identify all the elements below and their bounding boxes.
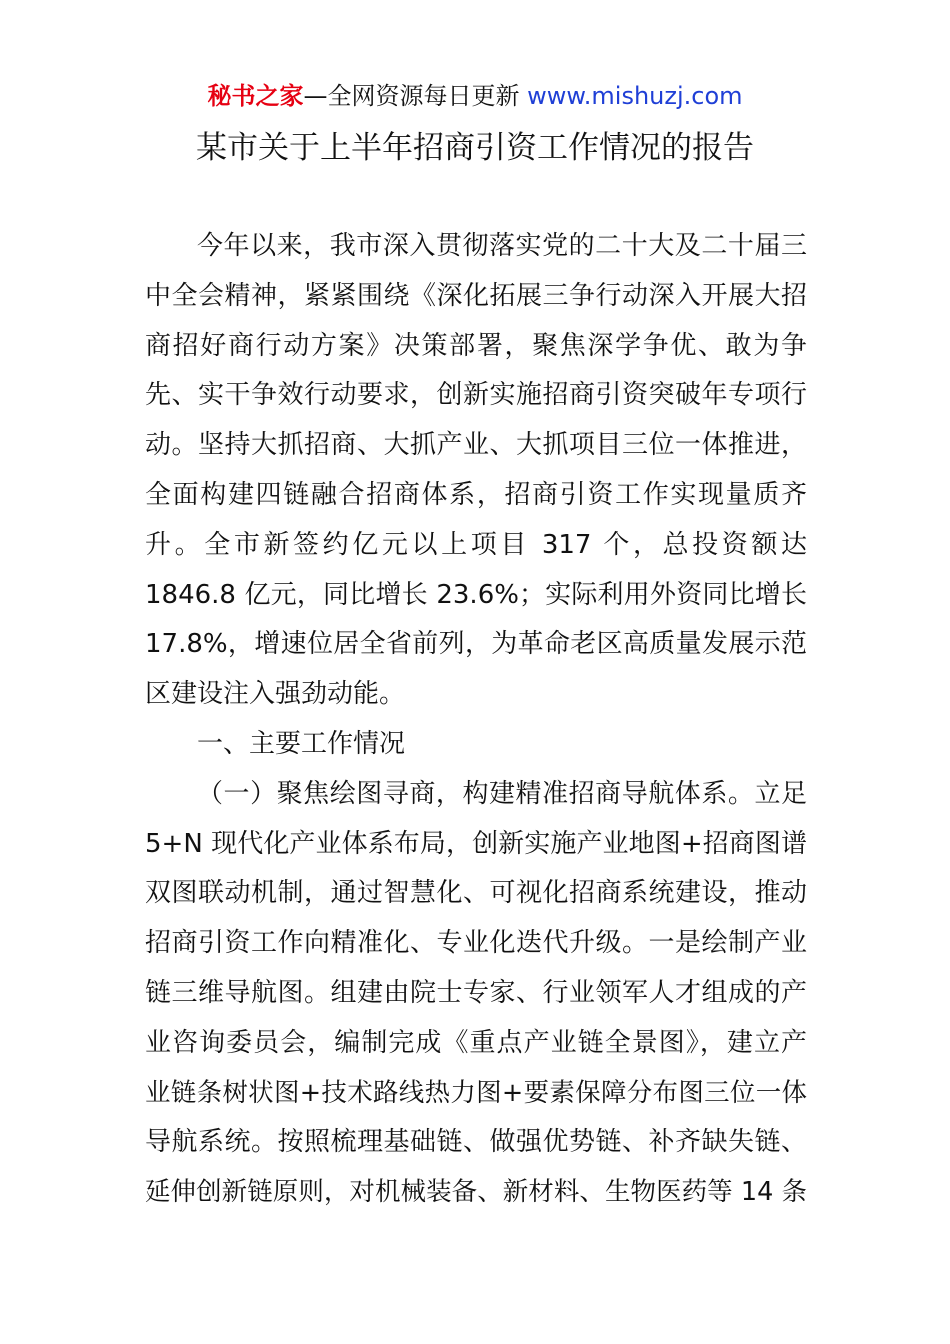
- paragraph-line: 商招好商行动方案》决策部署，聚焦深学争优、敢为争: [145, 330, 807, 361]
- paragraph-line: 链三维导航图。组建由院士专家、行业领军人才组成的产: [145, 977, 807, 1008]
- site-brand: 秘书之家: [207, 82, 304, 110]
- document-title: 某市关于上半年招商引资工作情况的报告: [196, 130, 754, 166]
- paragraph-line: 今年以来，我市深入贯彻落实党的二十大及二十届三: [197, 231, 807, 261]
- paragraph-line: 业咨询委员会，编制完成《重点产业链全景图》，建立产: [145, 1027, 807, 1058]
- site-header: [0, 80, 950, 112]
- paragraph-line: 升。全市新签约亿元以上项目 317 个，总投资额达: [145, 529, 807, 560]
- site-tagline: —全网资源每日更新: [303, 82, 528, 110]
- paragraph-line: 招商引资工作向精准化、专业化迭代升级。一是绘制产业: [145, 928, 807, 959]
- site-url-link[interactable]: www.mishuzj.com: [527, 82, 743, 110]
- paragraph-line: 先、实干争效行动要求，创新实施招商引资突破年专项行: [145, 380, 807, 411]
- paragraph-line: 动。坚持大抓招商、大抓产业、大抓项目三位一体推进，: [145, 430, 807, 461]
- paragraph-line: 全面构建四链融合招商体系，招商引资工作实现量质齐: [145, 479, 807, 510]
- document-body: [145, 222, 807, 1218]
- paragraph-line: 5+N 现代化产业体系布局，创新实施产业地图+招商图谱: [145, 828, 807, 859]
- paragraph-line: （一）聚焦绘图寻商，构建精准招商导航体系。立足: [197, 778, 807, 809]
- paragraph-line: 1846.8 亿元，同比增长 23.6%；实际利用外资同比增长: [145, 579, 807, 610]
- paragraph-line: 延伸创新链原则，对机械装备、新材料、生物医药等 14 条: [145, 1177, 807, 1208]
- paragraph-line: 双图联动机制，通过智慧化、可视化招商系统建设，推动: [145, 878, 807, 909]
- section-heading: 一、主要工作情况: [197, 728, 406, 759]
- paragraph-line: 区建设注入强劲动能。: [145, 679, 406, 710]
- paragraph-line: 业链条树状图+技术路线热力图+要素保障分布图三位一体: [145, 1077, 807, 1108]
- paragraph-line: 中全会精神，紧紧围绕《深化拓展三争行动深入开展大招: [145, 280, 807, 311]
- paragraph-line: 导航系统。按照梳理基础链、做强优势链、补齐缺失链、: [145, 1127, 807, 1158]
- paragraph-line: 17.8%，增速位居全省前列，为革命老区高质量发展示范: [145, 629, 807, 660]
